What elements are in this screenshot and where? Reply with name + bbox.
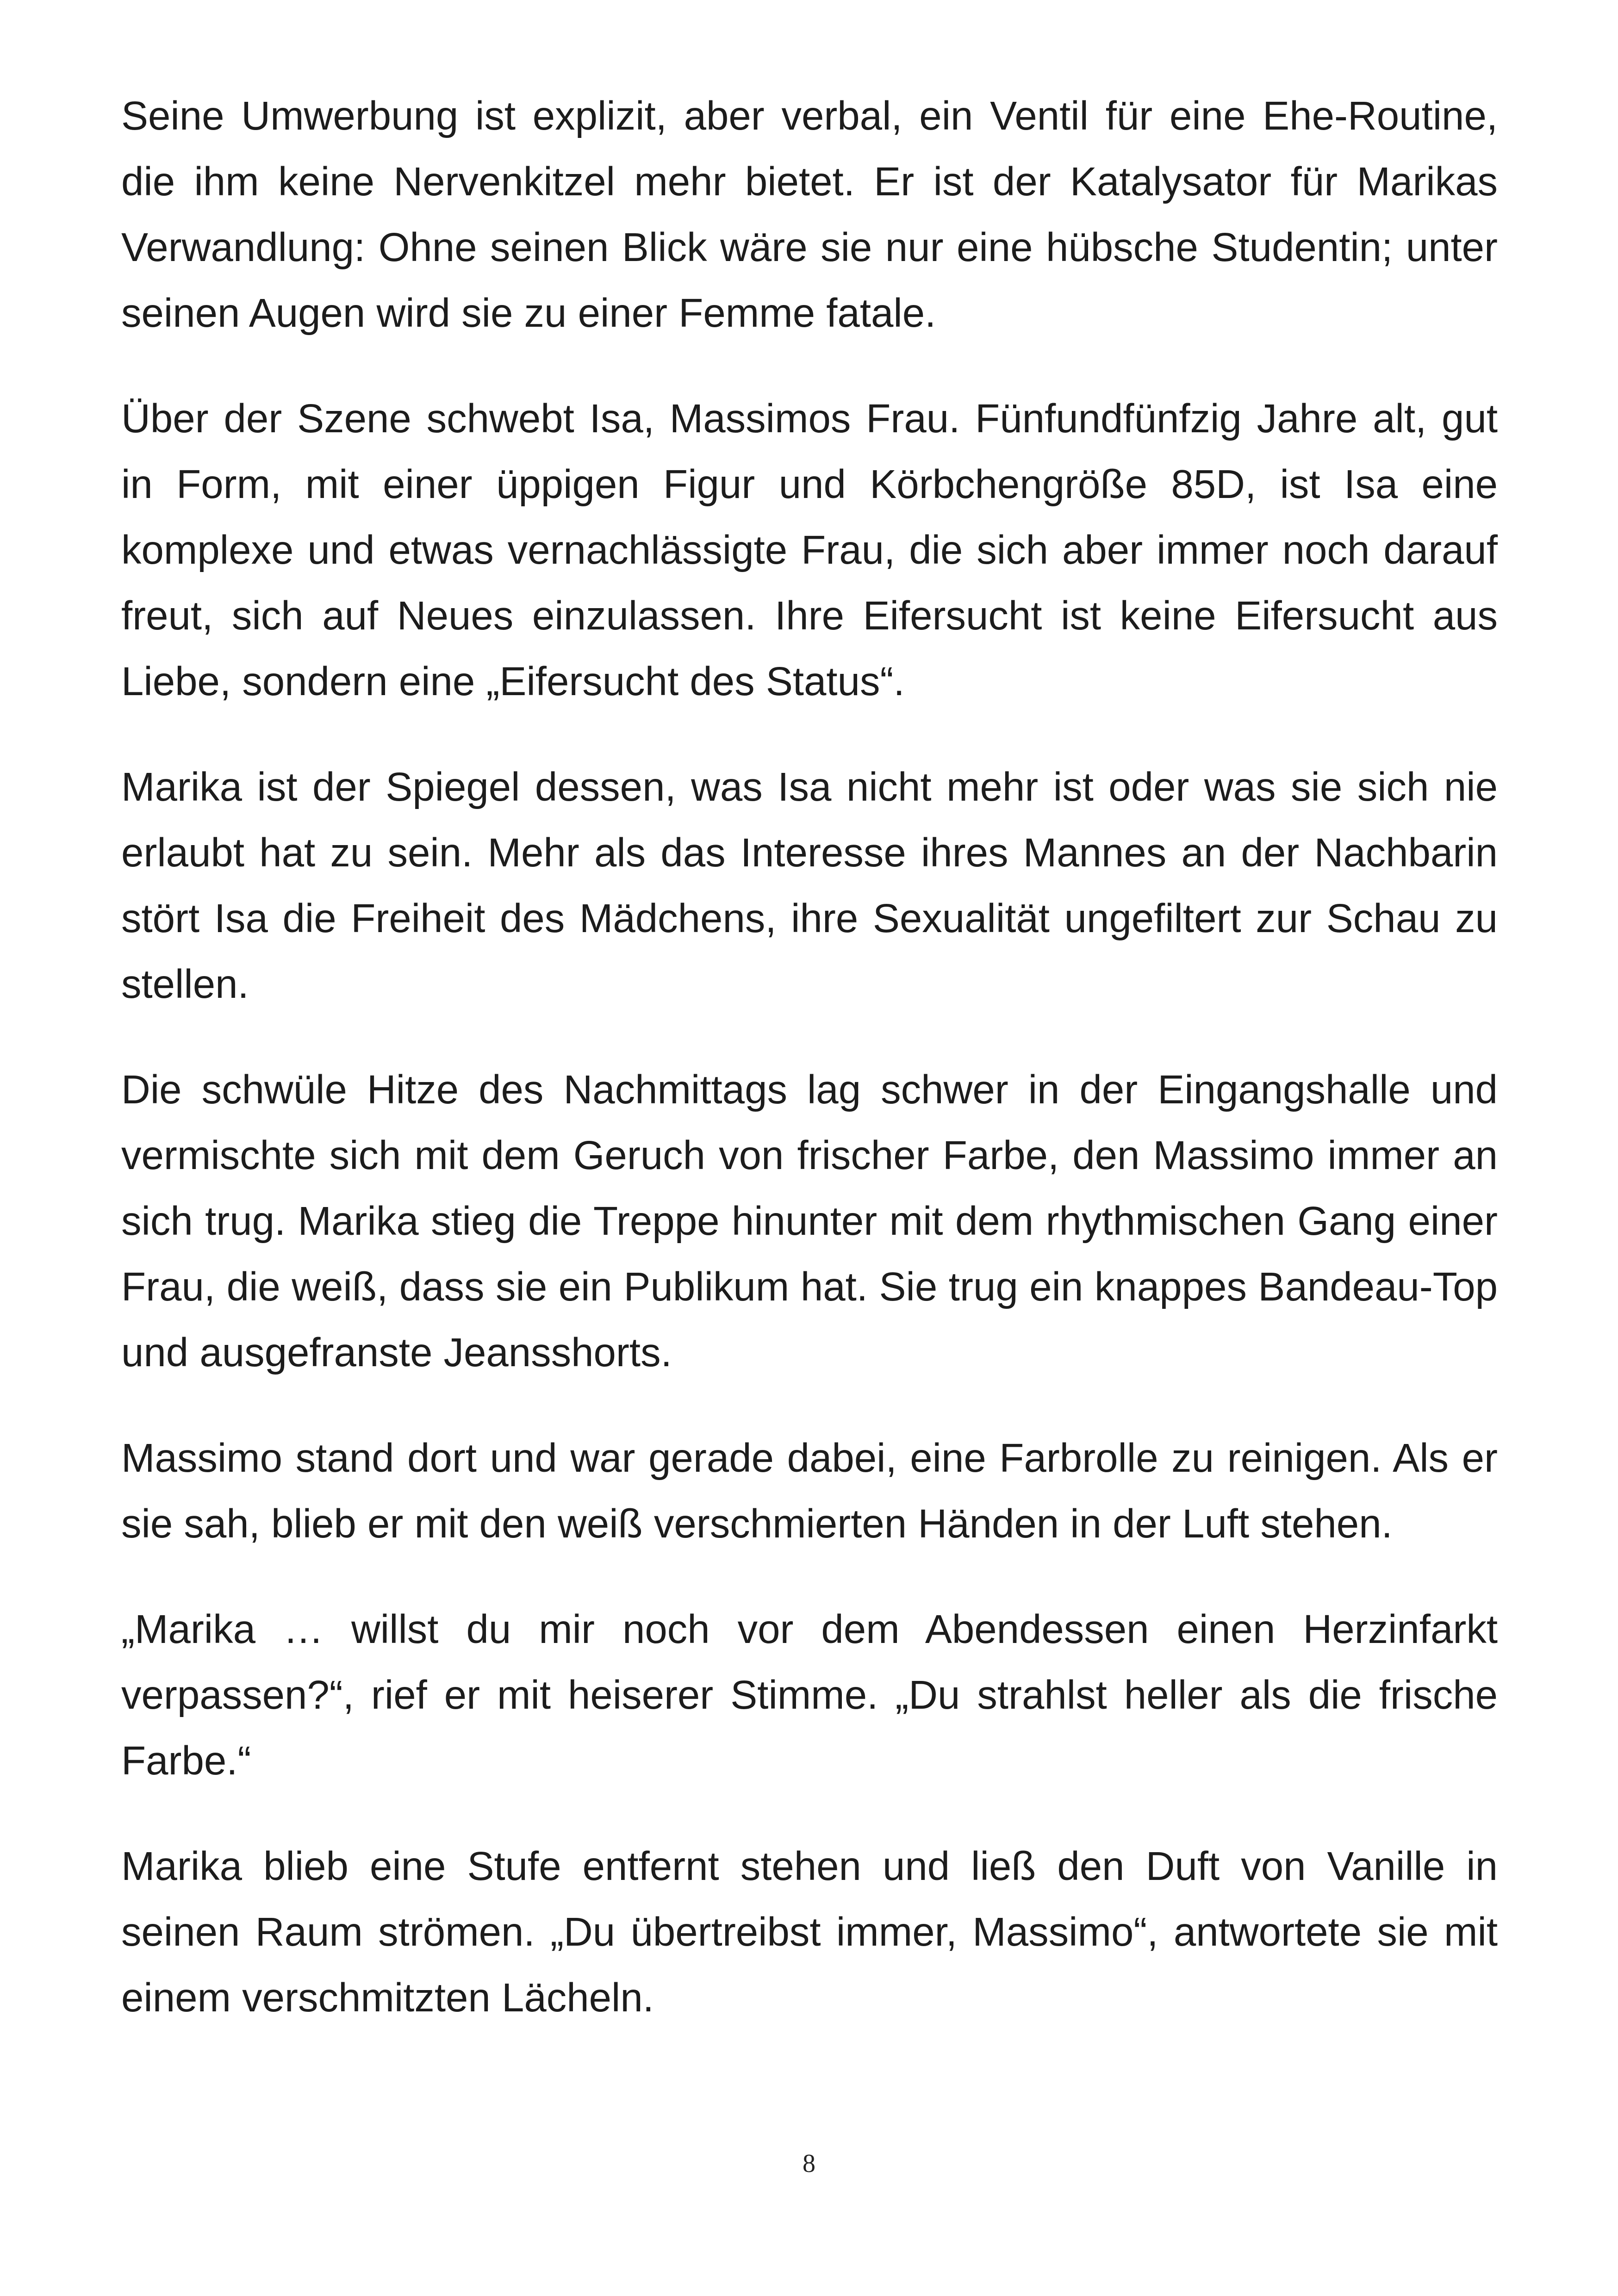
paragraph: Seine Umwerbung ist explizit, aber verbal, ein Ventil für eine Ehe-Routine, die ihm keine Nervenkitzel mehr bietet. Er ist der Katalysator für Marikas Verwandlung: Ohne seinen Blick wäre sie nur eine hübsche Studentin; unter seinen Augen wird sie zu einer Femme fatale. xyxy=(121,93,1498,336)
paragraph: „Marika … willst du mir noch vor dem Abendessen einen Herzinfarkt verpassen?“, rief er mit heiserer Stimme. „Du strahlst heller als die frische Farbe.“ xyxy=(121,1607,1498,1783)
paragraph: Massimo stand dort und war gerade dabei, eine Farbrolle zu reinigen. Als er sie sah, blieb er mit den weiß verschmierten Händen in der Luft stehen. xyxy=(121,1436,1498,1546)
paragraph: Marika ist der Spiegel dessen, was Isa nicht mehr ist oder was sie sich nie erlaubt hat zu sein. Mehr als das Interesse ihres Mannes an der Nachbarin stört Isa die Freiheit des Mädchens, ihre Sexualität ungefiltert zur Schau zu stellen. xyxy=(121,765,1498,1007)
page-number: 8 xyxy=(803,2149,815,2178)
paragraph: Marika blieb eine Stufe entfernt stehen und ließ den Duft von Vanille in seinen Raum strömen. „Du übertreibst immer, Massimo“, antwortete sie mit einem verschmitzten Lächeln. xyxy=(121,1844,1498,2020)
paragraph: Die schwüle Hitze des Nachmittags lag schwer in der Eingangshalle und vermischte sich mit dem Geruch von frischer Farbe, den Massimo immer an sich trug. Marika stieg die Treppe hinunter mit dem rhythmischen Gang einer Frau, die weiß, dass sie ein Publikum hat. Sie trug ein knappes Bandeau-Top und ausgefranste Jeansshorts. xyxy=(121,1067,1498,1375)
paragraph: Über der Szene schwebt Isa, Massimos Frau. Fünfundfünfzig Jahre alt, gut in Form, mit einer üppigen Figur und Körbchengröße 85D, ist Isa eine komplexe und etwas vernachlässigte Frau, die sich aber immer noch darauf freut, sich auf Neues einzulassen. Ihre Eifersucht ist keine Eifersucht aus Liebe, sondern eine „Eifersucht des Status“. xyxy=(121,396,1498,704)
body-text xyxy=(121,83,1498,2071)
